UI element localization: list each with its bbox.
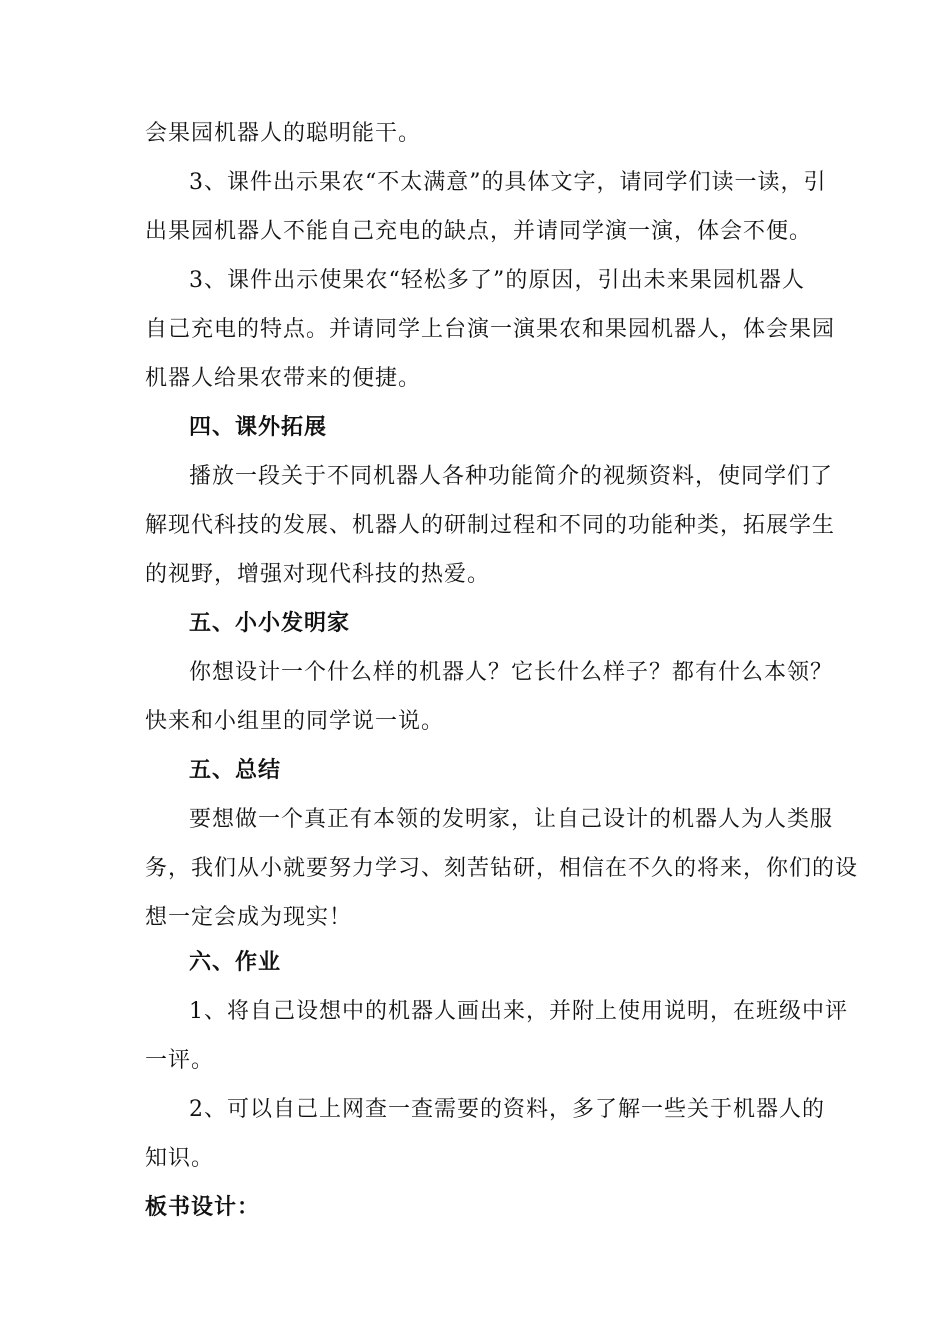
paragraph-line: 你想设计一个什么样的机器人？它长什么样子？都有什么本领？ xyxy=(189,660,834,685)
paragraph-line: 解现代科技的发展、机器人的研制过程和不同的功能种类，拓展学生 xyxy=(145,513,836,538)
paragraph-line: 的视野，增强对现代科技的热爱。 xyxy=(145,562,491,587)
paragraph-line: 播放一段关于不同机器人各种功能简介的视频资料，使同学们了 xyxy=(189,464,834,489)
paragraph-line: 机器人给果农带来的便捷。 xyxy=(145,366,422,391)
paragraph-line: 自己充电的特点。并请同学上台演一演果农和果园机器人，体会果园 xyxy=(145,317,836,342)
paragraph-line: 想一定会成为现实！ xyxy=(145,905,353,930)
board-design-heading: 板书设计： xyxy=(145,1195,261,1220)
paragraph-line: 知识。 xyxy=(145,1146,215,1171)
paragraph-line: 1、将自己设想中的机器人画出来，并附上使用说明，在班级中评 xyxy=(189,999,848,1024)
section-heading: 五、总结 xyxy=(189,758,282,783)
paragraph-line: 要想做一个真正有本领的发明家，让自己设计的机器人为人类服 xyxy=(189,807,834,832)
paragraph-line: 2、可以自己上网查一查需要的资料，多了解一些关于机器人的 xyxy=(189,1097,825,1122)
section-heading: 四、课外拓展 xyxy=(189,415,328,440)
section-heading: 六、作业 xyxy=(189,950,282,975)
section-heading: 五、小小发明家 xyxy=(189,611,351,636)
paragraph-line: 务，我们从小就要努力学习、刻苦钻研，相信在不久的将来，你们的设 xyxy=(145,856,859,881)
paragraph-line: 快来和小组里的同学说一说。 xyxy=(145,709,445,734)
paragraph-line: 3、课件出示使果农“轻松多了”的原因，引出未来果园机器人 xyxy=(189,268,805,293)
paragraph-line: 一评。 xyxy=(145,1048,215,1073)
paragraph-line: 3、课件出示果农“不太满意”的具体文字，请同学们读一读，引 xyxy=(189,170,827,195)
paragraph-line: 会果园机器人的聪明能干。 xyxy=(145,121,422,146)
paragraph-line: 出果园机器人不能自己充电的缺点，并请同学演一演，体会不便。 xyxy=(145,219,813,244)
